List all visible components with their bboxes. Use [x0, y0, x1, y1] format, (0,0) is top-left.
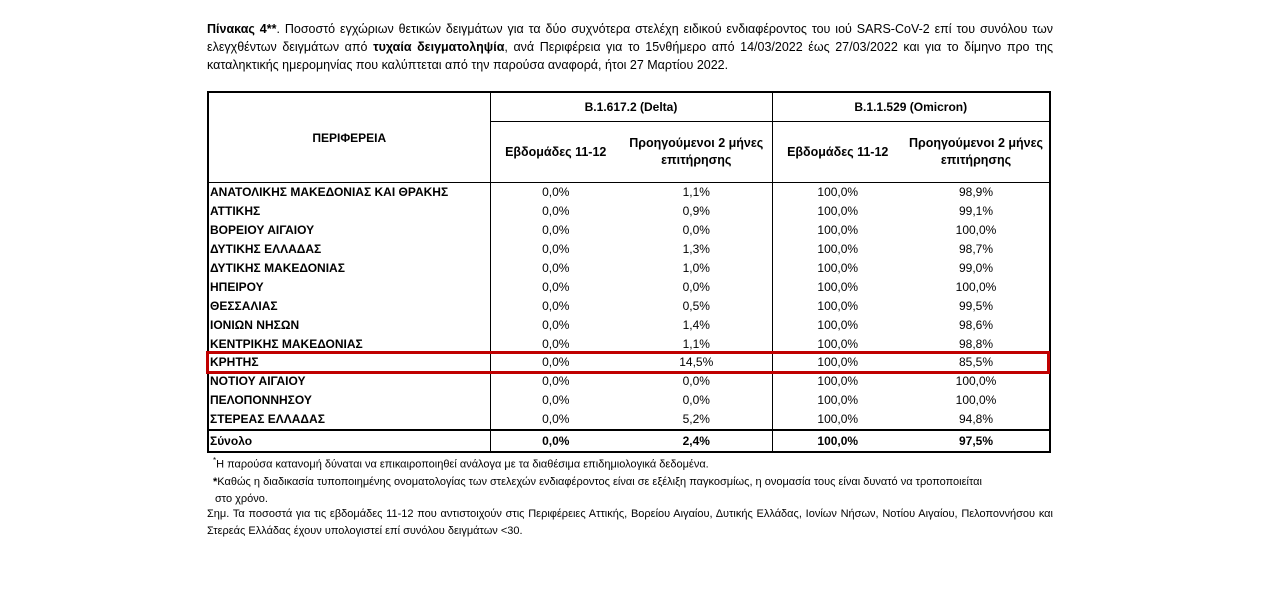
delta-prev-cell: 0,0%: [621, 391, 772, 410]
omicron-weeks-header: Εβδομάδες 11-12: [772, 122, 903, 183]
region-cell: ΘΕΣΣΑΛΙΑΣ: [208, 296, 490, 315]
footnote-2-continued: στο χρόνο.: [215, 492, 268, 505]
variants-table-wrapper: [207, 91, 1049, 453]
delta-group-header: B.1.617.2 (Delta): [490, 92, 772, 122]
caption-text-bold: τυχαία δειγματοληψία: [373, 40, 505, 54]
caption-label-mark: **: [266, 22, 277, 36]
delta-prev-cell: 1,1%: [621, 334, 772, 353]
omicron-weeks-cell: 100,0%: [817, 185, 859, 200]
delta-weeks-cell: 0,0%: [542, 355, 570, 370]
omicron-weeks-cell: 100,0%: [817, 223, 859, 238]
omicron-prev-cell: 98,8%: [958, 336, 994, 351]
delta-weeks-cell: 0,0%: [542, 393, 570, 408]
omicron-weeks-cell: 100,0%: [817, 204, 859, 219]
region-cell: ΠΕΛΟΠΟΝΝΗΣΟΥ: [208, 391, 490, 410]
footnote-2-text: Καθώς η διαδικασία τυποποιημένης ονοματολογίας των στελεχών ενδιαφέροντος είναι σε εξέλιξη παγκοσμίως, η ονομασία τους είναι δυνατό να τροποποιείται: [217, 475, 982, 488]
footnote-1-text: Η παρούσα κατανομή δύναται να επικαιροποιηθεί ανάλογα με τα διαθέσιμα επιδημιολογικά δεδομένα.: [216, 458, 709, 471]
delta-weeks-cell: 0,0%: [542, 223, 570, 238]
region-cell: ΗΠΕΙΡΟΥ: [208, 277, 490, 296]
region-cell: ΔΥΤΙΚΗΣ ΜΑΚΕΔΟΝΙΑΣ: [208, 259, 490, 278]
total-omicron-weeks: 100,0%: [772, 430, 903, 452]
delta-weeks-header: Εβδομάδες 11-12: [490, 122, 621, 183]
omicron-prev-header: Προηγούμενοι 2 μήνες επιτήρησης: [903, 122, 1050, 183]
table-body: [208, 183, 1050, 452]
total-omicron-prev: 97,5%: [903, 430, 1050, 452]
table-row: [208, 334, 1050, 353]
omicron-prev-cell: 98,7%: [958, 242, 994, 257]
table-row: [208, 296, 1050, 315]
omicron-prev-cell: 94,8%: [958, 412, 994, 427]
delta-prev-cell: 14,5%: [621, 353, 772, 372]
omicron-weeks-cell: 100,0%: [817, 336, 859, 351]
footnote-2-mark: *: [213, 475, 218, 488]
delta-weeks-cell: 0,0%: [542, 279, 570, 294]
omicron-prev-cell: 100,0%: [955, 393, 997, 408]
omicron-prev-cell: 98,9%: [958, 185, 994, 200]
footnotes: [207, 452, 1053, 540]
table-caption: [207, 20, 1053, 74]
delta-weeks-cell: 0,0%: [542, 261, 570, 275]
delta-prev-cell: 0,0%: [621, 221, 772, 240]
omicron-weeks-cell: 100,0%: [817, 412, 859, 427]
omicron-prev-cell: 100,0%: [955, 223, 997, 238]
table-row: [208, 410, 1050, 430]
table-row: [208, 391, 1050, 410]
region-cell: ΑΝΑΤΟΛΙΚΗΣ ΜΑΚΕΔΟΝΙΑΣ ΚΑΙ ΘΡΑΚΗΣ: [208, 183, 490, 202]
total-row: [208, 430, 1050, 452]
delta-weeks-cell: 0,0%: [542, 298, 570, 313]
omicron-prev-cell: 99,0%: [958, 261, 994, 275]
region-cell: ΚΕΝΤΡΙΚΗΣ ΜΑΚΕΔΟΝΙΑΣ: [208, 334, 490, 353]
omicron-weeks-cell: 100,0%: [817, 279, 859, 294]
omicron-weeks-cell: 100,0%: [817, 261, 859, 275]
region-cell: ΚΡΗΤΗΣ: [208, 353, 490, 372]
region-cell: ΔΥΤΙΚΗΣ ΕΛΛΑΔΑΣ: [208, 240, 490, 259]
table-row: [208, 202, 1050, 221]
omicron-weeks-cell: 100,0%: [817, 393, 859, 408]
omicron-prev-cell: 100,0%: [955, 374, 997, 389]
region-header: ΠΕΡΙΦΕΡΕΙΑ: [208, 92, 490, 183]
delta-weeks-cell: 0,0%: [542, 185, 570, 200]
delta-prev-header: Προηγούμενοι 2 μήνες επιτήρησης: [621, 122, 772, 183]
omicron-prev-cell: 98,6%: [958, 317, 994, 332]
table-row: [208, 372, 1050, 391]
variants-table: [207, 91, 1051, 453]
total-delta-prev: 2,4%: [621, 430, 772, 452]
table-row: [208, 240, 1050, 259]
delta-weeks-cell: 0,0%: [542, 336, 570, 351]
caption-label: Πίνακας 4: [207, 22, 267, 36]
omicron-weeks-cell: 100,0%: [817, 355, 859, 370]
omicron-weeks-cell: 100,0%: [817, 374, 859, 389]
omicron-group-header: B.1.1.529 (Omicron): [772, 92, 1050, 122]
delta-weeks-cell: 0,0%: [542, 242, 570, 257]
region-cell: ΑΤΤΙΚΗΣ: [208, 202, 490, 221]
delta-prev-cell: 1,4%: [621, 315, 772, 334]
delta-weeks-cell: 0,0%: [542, 317, 570, 332]
footnote-2: [207, 474, 1053, 491]
delta-prev-cell: 1,0%: [621, 259, 772, 278]
table-row: [208, 221, 1050, 240]
omicron-prev-cell: 100,0%: [955, 279, 997, 294]
delta-prev-cell: 5,2%: [621, 410, 772, 430]
delta-prev-cell: 1,3%: [621, 240, 772, 259]
region-cell: ΒΟΡΕΙΟΥ ΑΙΓΑΙΟΥ: [208, 221, 490, 240]
footnote-1-mark: *: [213, 456, 217, 465]
omicron-prev-cell: 99,5%: [958, 298, 994, 313]
delta-weeks-cell: 0,0%: [542, 204, 570, 219]
total-label: Σύνολο: [208, 430, 490, 452]
delta-prev-cell: 1,1%: [621, 183, 772, 202]
total-delta-weeks: 0,0%: [490, 430, 621, 452]
footnote-3: Σημ. Τα ποσοστά για τις εβδομάδες 11-12 που αντιστοιχούν στις Περιφέρειες Αττικής, Βορείου Αιγαίου, Δυτικής Ελλάδας, Ιονίων Νήσων, Νοτίου Αιγαίου, Πελοποννήσου και Στερεάς Ελλάδας έχουν υπολογιστεί επί συνόλου δειγμάτων <30.: [207, 507, 1053, 537]
omicron-weeks-cell: 100,0%: [817, 242, 859, 257]
delta-prev-cell: 0,5%: [621, 296, 772, 315]
table-row: [208, 259, 1050, 278]
region-cell: ΙΟΝΙΩΝ ΝΗΣΩΝ: [208, 315, 490, 334]
omicron-weeks-cell: 100,0%: [817, 317, 859, 332]
delta-weeks-cell: 0,0%: [542, 374, 570, 389]
region-cell: ΣΤΕΡΕΑΣ ΕΛΛΑΔΑΣ: [208, 410, 490, 430]
region-cell: ΝΟΤΙΟΥ ΑΙΓΑΙΟΥ: [208, 372, 490, 391]
delta-prev-cell: 0,0%: [621, 372, 772, 391]
omicron-prev-cell: 85,5%: [958, 355, 994, 370]
delta-prev-cell: 0,9%: [621, 202, 772, 221]
table-row: [208, 353, 1050, 372]
omicron-weeks-cell: 100,0%: [817, 298, 859, 313]
delta-weeks-cell: 0,0%: [542, 412, 570, 427]
caption-text-1: . Ποσοστό εγχώριων θετικών δειγμάτων για τα δύο συχνότερα στελέχη ειδικού ενδιαφέροντος του ιού SARS-CoV-2 επί του συνόλου των ελεγχθέντων δειγμάτων από: [207, 22, 1053, 54]
table-row: [208, 315, 1050, 334]
delta-prev-cell: 0,0%: [621, 277, 772, 296]
table-row: [208, 183, 1050, 202]
caption-text-2: , ανά Περιφέρεια για το 15νθήμερο από 14/03/2022 έως 27/03/2022 και για το δίμηνο προ της καταληκτικής ημερομηνίας που καλύπτεται από την παρούσα αναφορά, ήτοι 27 Μαρτίου 2022.: [207, 40, 1054, 72]
footnote-1: [207, 452, 1053, 474]
table-row: [208, 277, 1050, 296]
omicron-prev-cell: 99,1%: [958, 204, 994, 219]
